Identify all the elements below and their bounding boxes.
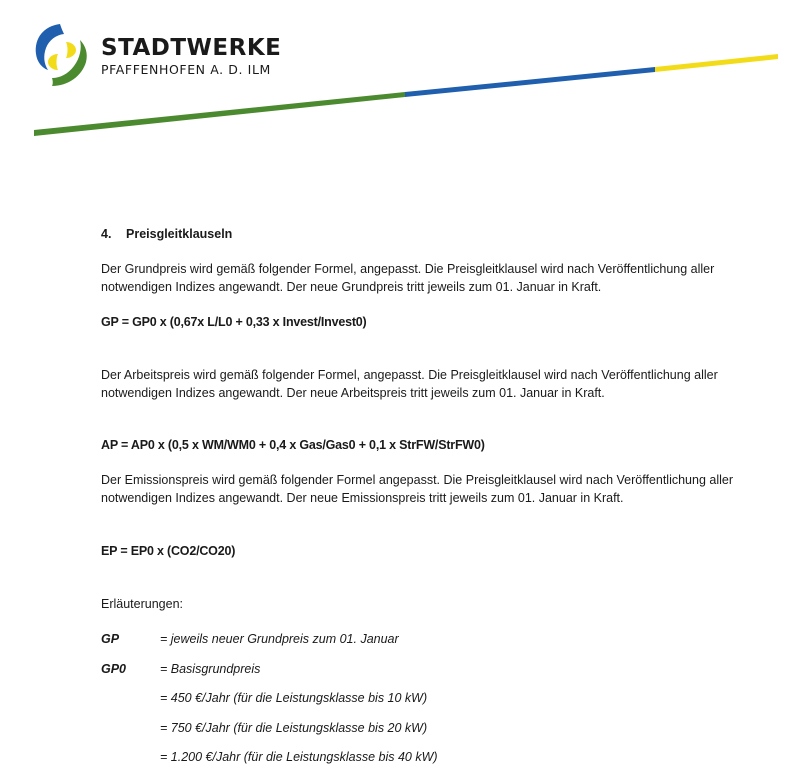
section-heading (101, 226, 741, 244)
stripe-green-segment (34, 92, 405, 136)
brand-name: STADTWERKE (101, 35, 282, 61)
stadtwerke-logo-icon (32, 20, 94, 92)
paragraph-emissionspreis: Der Emissionspreis wird gemäß folgender Formel angepasst. Die Preisgleitklausel wird nach Veröffentlichung aller notwendigen Indizes angewandt. Der neue Emissionspreis tritt jeweils zum 01. Januar in Kraft. (101, 473, 734, 505)
definition-key: GP0 (101, 662, 127, 676)
section-number: 4. (101, 227, 112, 241)
paragraph-grundpreis: Der Grundpreis wird gemäß folgender Formel, angepasst. Die Preisgleitklausel wird nach Veröffentlichung aller notwendigen Indizes angewandt. Der neue Grundpreis tritt jeweils zum 01. Januar in Kraft. (101, 262, 715, 294)
definition-key: GP (101, 632, 120, 646)
stripe-yellow-segment (655, 54, 778, 72)
brand-subtitle: PFAFFENHOFEN A. D. ILM (101, 62, 271, 77)
formula-ap: AP = AP0 x (0,5 x WM/WM0 + 0,4 x Gas/Gas0 + 0,1 x StrFW/StrFW0) (101, 438, 485, 452)
definition-value: = 1.200 €/Jahr (für die Leistungsklasse bis 40 kW) (160, 750, 438, 764)
stripe-blue-segment (405, 67, 655, 97)
brand-block (101, 36, 281, 78)
definition-value: = 450 €/Jahr (für die Leistungsklasse bis 10 kW) (160, 691, 428, 705)
definition-value: = jeweils neuer Grundpreis zum 01. Januar (160, 632, 399, 646)
definition-value: = Basisgrundpreis (160, 662, 261, 676)
paragraph-arbeitspreis: Der Arbeitspreis wird gemäß folgender Formel, angepasst. Die Preisgleitklausel wird nach Veröffentlichung aller notwendigen Indizes angewandt. Der neue Arbeitspreis tritt jeweils zum 01. Januar in Kraft. (101, 368, 718, 400)
formula-gp: GP = GP0 x (0,67x L/L0 + 0,33 x Invest/Invest0) (101, 315, 367, 329)
definition-value: = 750 €/Jahr (für die Leistungsklasse bis 20 kW) (160, 721, 428, 735)
section-title: Preisgleitklauseln (126, 227, 233, 241)
formula-ep: EP = EP0 x (CO2/CO20) (101, 544, 236, 558)
erlaeuterungen-label: Erläuterungen: (101, 597, 184, 611)
